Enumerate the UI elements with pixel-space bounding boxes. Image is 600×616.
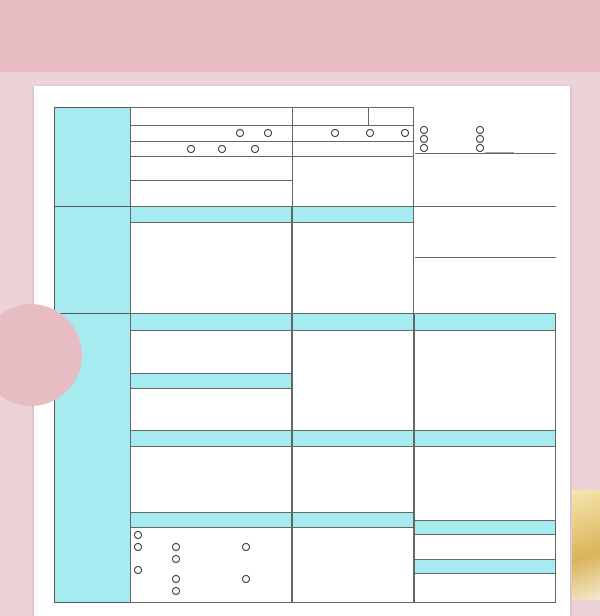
sex-f-option[interactable]	[264, 129, 273, 138]
sex-m-option[interactable]	[236, 129, 245, 138]
mobility-assist[interactable]	[218, 145, 227, 154]
iv-sites-header	[415, 520, 555, 535]
respiratory-header	[131, 430, 291, 447]
code-dnr-option[interactable]	[366, 129, 375, 138]
skin-wound[interactable]	[134, 543, 143, 552]
bedsore-location[interactable]	[172, 575, 181, 584]
bedsore-dressing[interactable]	[172, 587, 181, 596]
gi-header	[293, 314, 413, 331]
wound-size[interactable]	[242, 543, 251, 552]
medical-history-header	[131, 207, 291, 223]
situation-column	[54, 107, 131, 207]
code-other-option[interactable]	[401, 129, 410, 138]
mobility-indep[interactable]	[187, 145, 196, 154]
sit-full-risk[interactable]	[420, 126, 429, 135]
labs-header	[293, 207, 413, 223]
wound-location[interactable]	[172, 543, 181, 552]
mobility-bedrest[interactable]	[251, 145, 260, 154]
wound-dressing[interactable]	[172, 555, 181, 564]
assessment-left-box	[130, 313, 292, 603]
drips-header	[415, 559, 555, 574]
sit-sucide[interactable]	[420, 144, 429, 153]
skin-wounds-header	[131, 512, 291, 528]
sit-confused[interactable]	[420, 135, 429, 144]
cardiac-header	[131, 373, 291, 389]
sit-alarm[interactable]	[476, 126, 485, 135]
skin-bedsore[interactable]	[134, 566, 143, 575]
decorative-pen	[572, 490, 600, 600]
msk-header	[293, 512, 413, 528]
accu-check-header	[415, 430, 555, 447]
neuro-header	[131, 314, 291, 331]
skin-intact[interactable]	[134, 531, 143, 540]
title-banner	[0, 0, 600, 72]
sit-restraints[interactable]	[476, 135, 485, 144]
vital-header	[415, 314, 555, 331]
gu-header	[293, 430, 413, 447]
bedsore-size[interactable]	[242, 575, 251, 584]
assessment-middle-box	[292, 313, 414, 603]
sit-other[interactable]: ________	[476, 144, 514, 153]
background-column	[54, 206, 131, 314]
situation-grid	[130, 107, 414, 207]
code-full-option[interactable]	[331, 129, 340, 138]
